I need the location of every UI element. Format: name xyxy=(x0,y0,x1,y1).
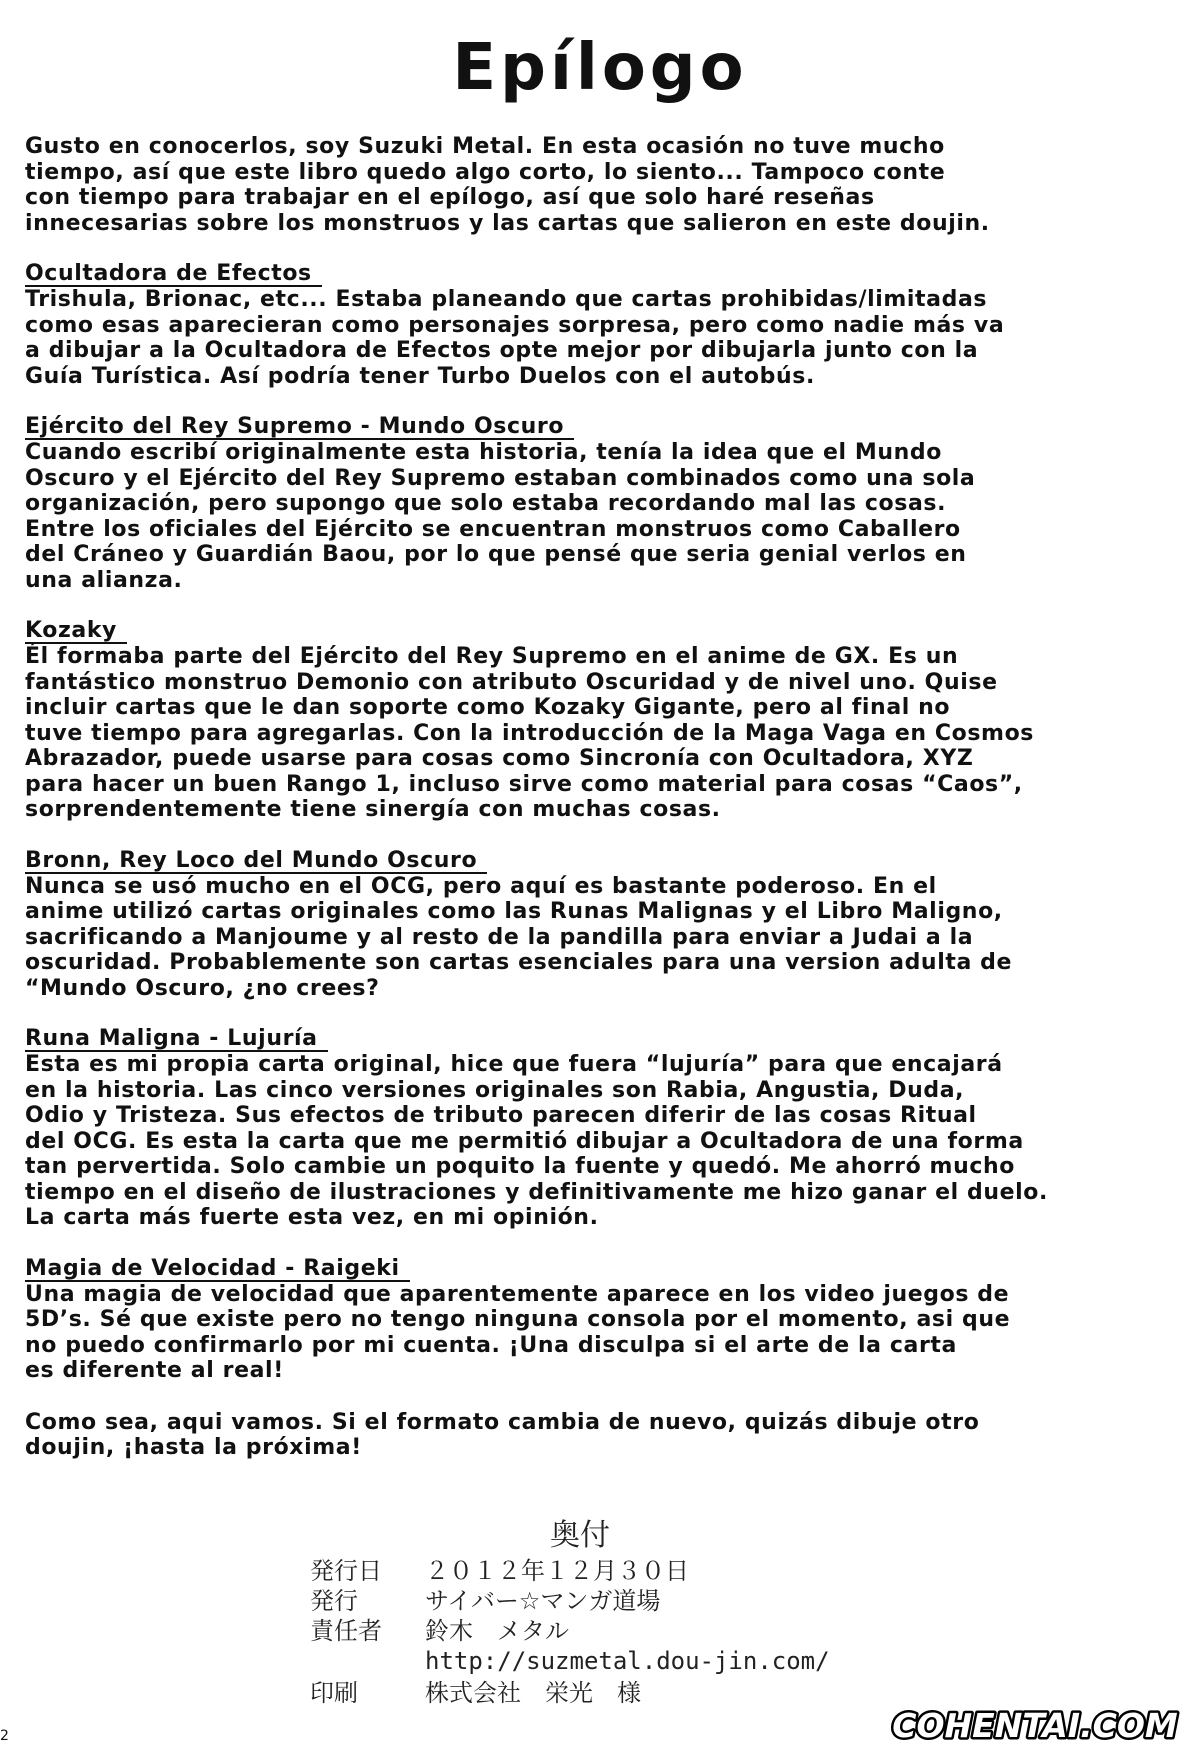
printer-value: 株式会社 栄光 様 xyxy=(425,1679,641,1707)
date-value: ２０１２年１２月３０日 xyxy=(425,1557,689,1585)
section-ejercito xyxy=(25,415,1185,593)
editor-label: 責任者 xyxy=(310,1617,382,1645)
watermark-text: COHENTAI.COM xyxy=(892,1706,1178,1745)
page-title: Epílogo xyxy=(452,31,748,105)
section-text: Una magia de velocidad que aparentemente aparece en los video juegos de 5D’s. Sé que existe pero no tengo ninguna consola por el momento, asi que no puedo confirmarlo por mi cuenta. ¡Una disculpa si el arte de la carta es diferente al real! xyxy=(25,1281,1011,1383)
printer-label: 印刷 xyxy=(310,1679,358,1707)
section-kozaky xyxy=(25,619,1185,823)
section-heading: Ocultadora de Efectos xyxy=(25,262,322,287)
publisher-label: 発行 xyxy=(310,1587,358,1615)
section-magia-velocidad xyxy=(25,1257,1185,1384)
publisher-value: サイバー☆マンガ道場 xyxy=(425,1587,661,1615)
page-number: 2 xyxy=(0,1728,9,1744)
section-heading: Ejército del Rey Supremo - Mundo Oscuro xyxy=(25,415,574,440)
section-ocultadora xyxy=(25,262,1185,389)
date-label: 発行日 xyxy=(310,1557,382,1585)
colophon-url: http://suzmetal.dou-jin.com/ xyxy=(425,1647,830,1675)
section-heading: Kozaky xyxy=(25,619,127,644)
watermark-logo xyxy=(885,1700,1185,1750)
article-body xyxy=(25,134,1185,1487)
section-bronn xyxy=(25,849,1185,1002)
section-text: Nunca se usó mucho en el OCG, pero aquí es bastante poderoso. En el anime utilizó cartas originales como las Runas Malignas y el Libro Maligno, sacrificando a Manjoume y al resto de la pandilla para enviar a Judai a la oscuridad. Probablemente son cartas esenciales para una version adulta de “Mundo Oscuro, ¿no crees? xyxy=(25,873,1013,1001)
editor-value: 鈴木 メタル xyxy=(425,1617,569,1645)
section-heading: Magia de Velocidad - Raigeki xyxy=(25,1257,410,1282)
section-heading: Runa Maligna - Lujuría xyxy=(25,1027,328,1052)
section-text: Esta es mi propia carta original, hice que fuera “lujuría” para que encajará en la historia. Las cinco versiones originales son Rabia, Angustia, Duda, Odio y Tristeza. Sus efectos de tributo parecen diferir de las cosas Ritual del OCG. Es esta la carta que me permitió dibujar a Ocultadora de una forma tan pervertida. Solo cambie un poquito la fuente y quedó. Me ahorró mucho tiempo en el diseño de ilustraciones y definitivamente me hizo ganar el duelo. La carta más fuerte esta vez, en mi opinión. xyxy=(25,1052,1048,1230)
section-text: Él formaba parte del Ejército del Rey Supremo en el anime de GX. Es un fantástico monstruo Demonio con atributo Oscuridad y de nivel uno. Quise incluir cartas que le dan soporte como Kozaky Gigante, pero al final no tuve tiempo para agregarlas. Con la introducción de la Maga Vaga en Cosmos Abrazador, puede usarse para cosas como Sincronía con Ocultadora, XYZ para hacer un buen Rango 1, incluso sirve como material para cosas “Caos”, sorprendentemente tiene sinergía con muchas cosas. xyxy=(25,644,1034,822)
colophon-title: 奥付 xyxy=(550,1518,610,1553)
closing-paragraph: Como sea, aqui vamos. Si el formato cambia de nuevo, quizás dibuje otro doujin, ¡hasta la próxima! xyxy=(25,1409,980,1460)
section-heading: Bronn, Rey Loco del Mundo Oscuro xyxy=(25,849,487,874)
section-text: Cuando escribí originalmente esta historia, tenía la idea que el Mundo Oscuro y el Ejército del Rey Supremo estaban combinados como una sola organización, pero supongo que solo estaba recordando mal las cosas. Entre los oficiales del Ejército se encuentran monstruos como Caballero del Cráneo y Guardián Baou, por lo que pensé que seria genial verlos en una alianza. xyxy=(25,440,976,593)
section-runa-maligna xyxy=(25,1027,1185,1231)
intro-paragraph: Gusto en conocerlos, soy Suzuki Metal. En esta ocasión no tuve mucho tiempo, así que este libro quedo algo corto, lo siento... Tampoco conte con tiempo para trabajar en el epílogo, así que solo haré reseñas innecesarias sobre los monstruos y las cartas que salieron en este doujin. xyxy=(25,134,990,236)
section-text: Trishula, Brionac, etc... Estaba planeando que cartas prohibidas/limitadas como esas aparecieran como personajes sorpresa, pero como nadie más va a dibujar a la Ocultadora de Efectos opte mejor por dibujarla junto con la Guía Turística. Así podría tener Turbo Duelos con el autobús. xyxy=(25,287,1005,389)
